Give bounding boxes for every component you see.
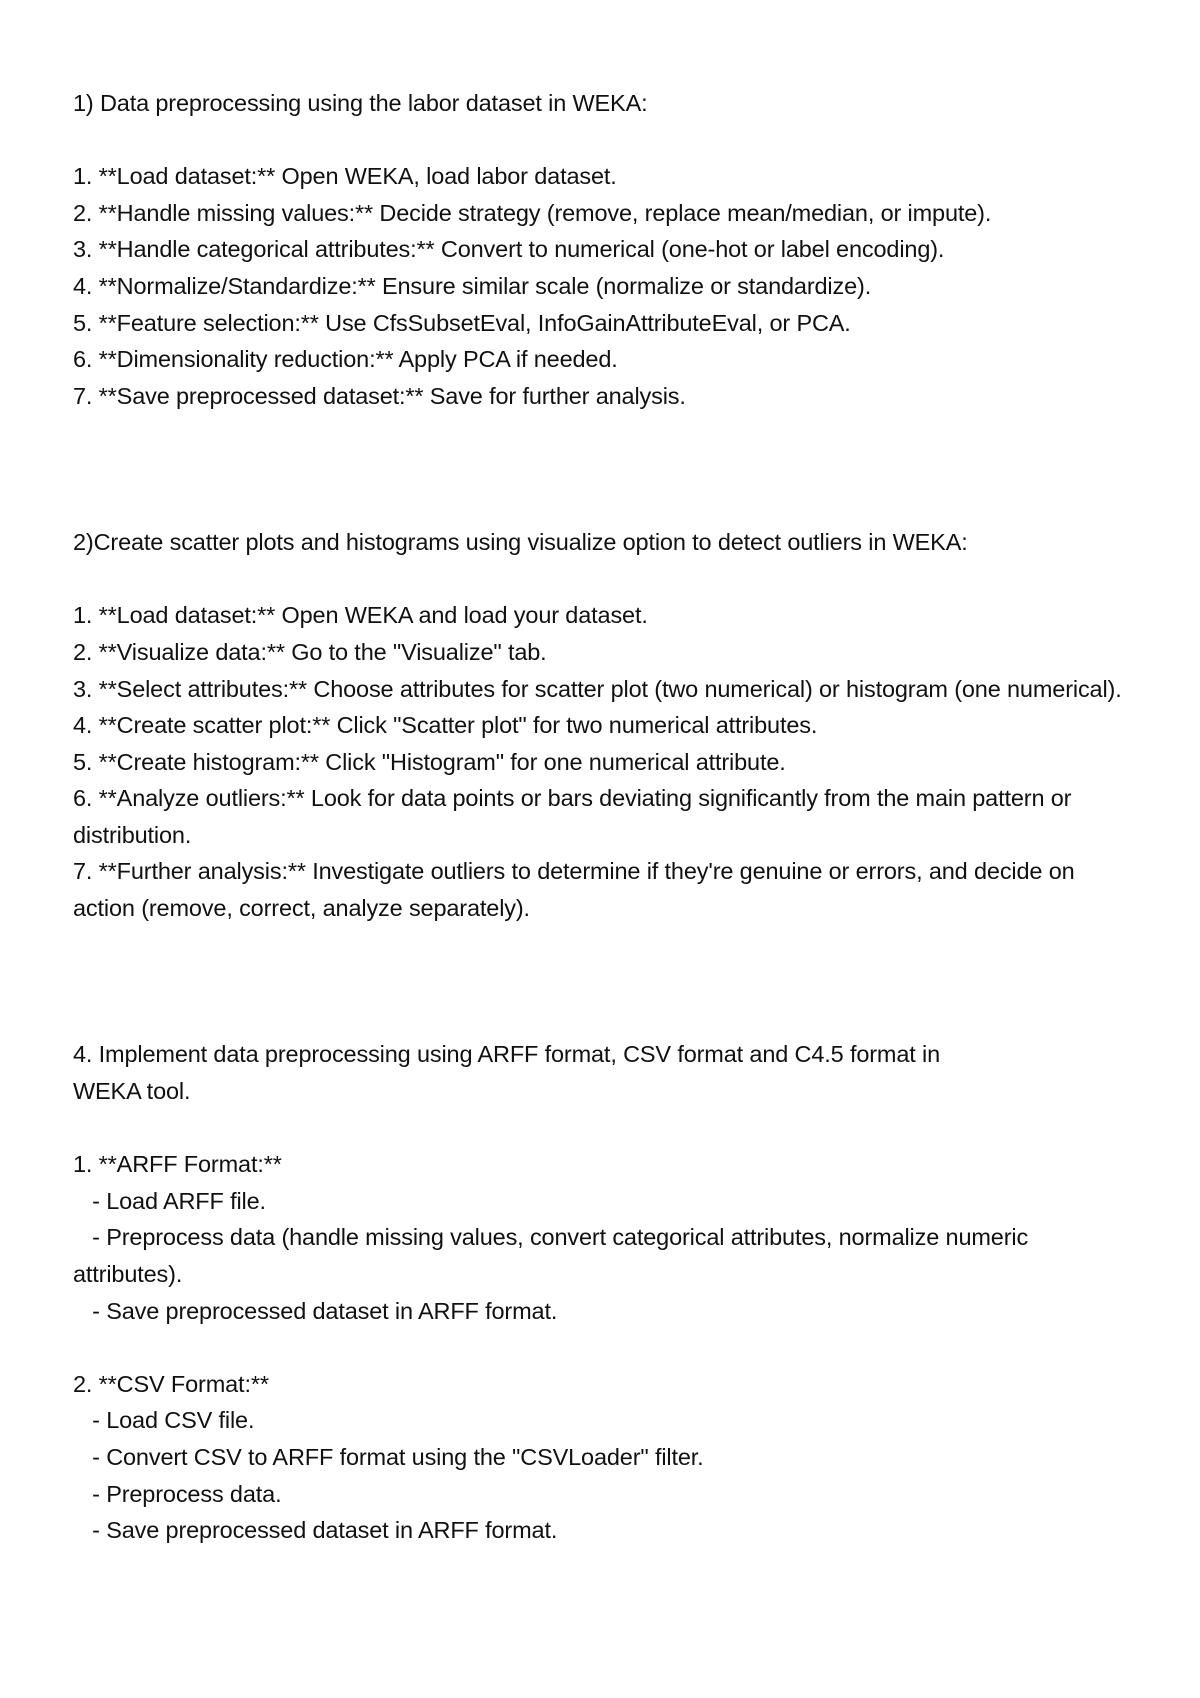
list-item: 1. **Load dataset:** Open WEKA and load your dataset. — [73, 602, 648, 629]
csv-format-title: 2. **CSV Format:** — [73, 1370, 269, 1397]
list-item: 2. **Visualize data:** Go to the "Visualize" tab. — [73, 638, 547, 665]
list-item: - Save preprocessed dataset in ARFF format. — [73, 1517, 558, 1544]
list-item: 5. **Create histogram:** Click "Histogram" for one numerical attribute. — [73, 748, 786, 775]
list-item: - Preprocess data (handle missing values, convert categorical attributes, normalize numeric attributes). — [73, 1224, 1035, 1288]
list-item: 6. **Analyze outliers:** Look for data points or bars deviating significantly from the main pattern or distribution. — [73, 785, 1072, 848]
list-item: 4. **Create scatter plot:** Click "Scatter plot" for two numerical attributes. — [73, 712, 818, 739]
list-item: 3. **Handle categorical attributes:** Convert to numerical (one-hot or label encoding). — [73, 236, 945, 263]
list-item: - Load CSV file. — [73, 1407, 255, 1434]
list-item: 1. **Load dataset:** Open WEKA, load labor dataset. — [73, 163, 617, 190]
section-data-preprocessing — [73, 85, 1140, 414]
list-item: - Convert CSV to ARFF format using the "CSVLoader" filter. — [73, 1444, 704, 1470]
section-scatter-histograms — [73, 524, 1140, 927]
section-heading-continued: WEKA tool. — [73, 1078, 191, 1105]
list-item: 7. **Further analysis:** Investigate outliers to determine if they're genuine or errors, and decide on action (remove, correct, analyze separately). — [73, 858, 1075, 922]
section-heading: 2)Create scatter plots and histograms using visualize option to detect outliers in WEKA: — [73, 529, 968, 556]
arff-format-title: 1. **ARFF Format:** — [73, 1151, 282, 1178]
list-item: 6. **Dimensionality reduction:** Apply PCA if needed. — [73, 346, 618, 373]
list-item: 5. **Feature selection:** Use CfsSubsetEval, InfoGainAttributeEval, or PCA. — [73, 309, 851, 336]
section-heading: 4. Implement data preprocessing using ARFF format, CSV format and C4.5 format in — [73, 1041, 941, 1068]
list-item: - Preprocess data. — [73, 1480, 282, 1507]
list-item: 3. **Select attributes:** Choose attributes for scatter plot (two numerical) or histogram (one numerical). — [73, 675, 1122, 702]
list-item: - Save preprocessed dataset in ARFF format. — [73, 1297, 558, 1324]
section-heading: 1) Data preprocessing using the labor dataset in WEKA: — [73, 90, 648, 116]
list-item: - Load ARFF file. — [73, 1187, 266, 1214]
list-item: 7. **Save preprocessed dataset:** Save for further analysis. — [73, 382, 686, 409]
list-item: 2. **Handle missing values:** Decide strategy (remove, replace mean/median, or impute). — [73, 199, 992, 226]
section-formats — [73, 1036, 1140, 1548]
list-item: 4. **Normalize/Standardize:** Ensure similar scale (normalize or standardize). — [73, 272, 872, 299]
